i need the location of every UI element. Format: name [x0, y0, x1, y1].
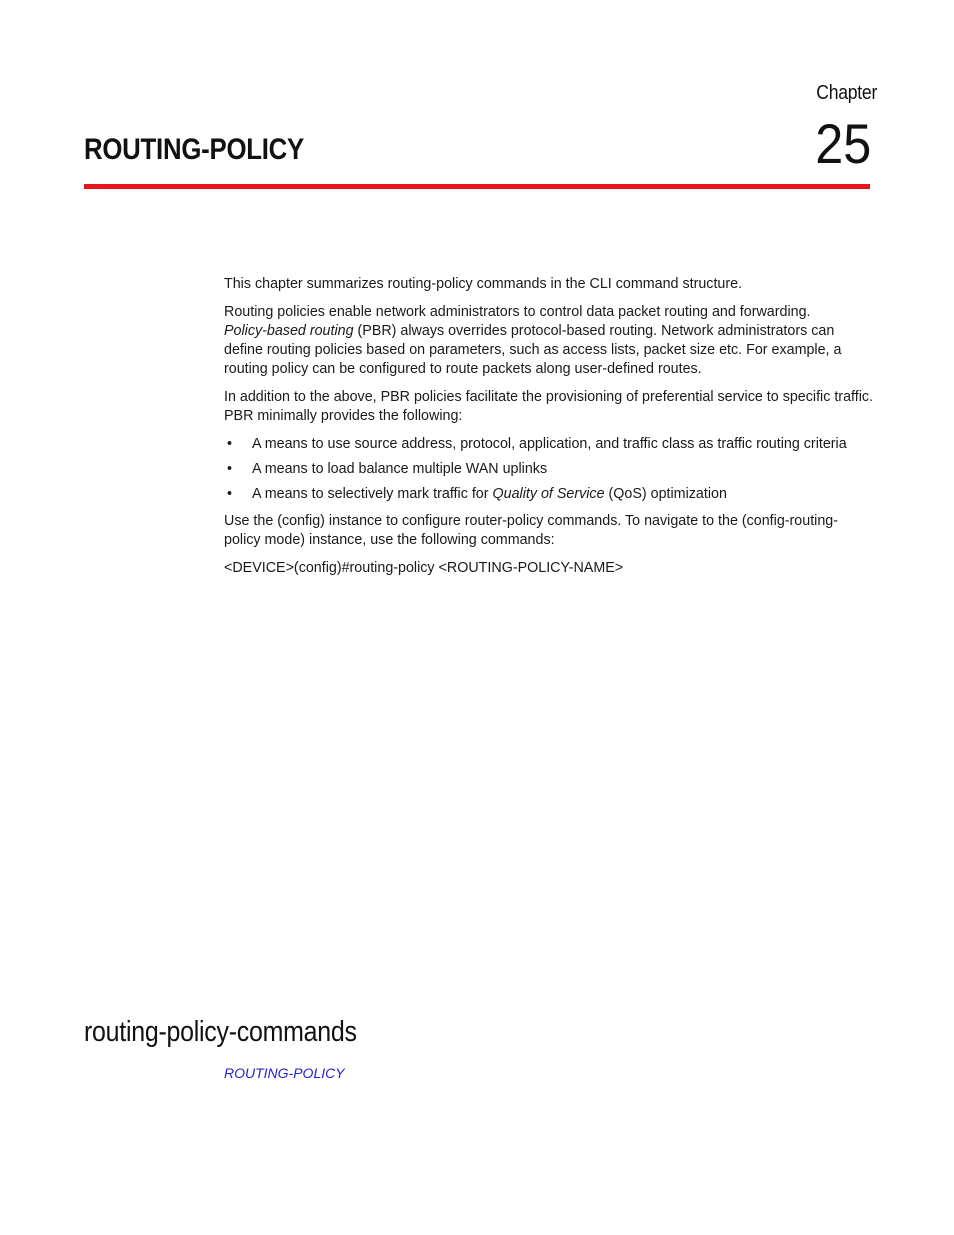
list-item-text: A means to load balance multiple WAN uplinks [252, 461, 548, 477]
bullet-icon: • [227, 436, 233, 452]
pbr-term: Policy-based routing [224, 323, 354, 339]
intro-paragraph: This chapter summarizes routing-policy commands in the CLI command structure. [224, 276, 743, 292]
chapter-title-rule [84, 184, 870, 189]
list-item [224, 435, 874, 454]
pbr-paragraph-rest: (PBR) always overrides protocol-based routing. Network administrators can define routing policies based on parameters, such as access lists, packet size etc. For example, a routing policy can be configured to route packets along user-defined routes. [224, 323, 842, 377]
navigation-paragraph: Use the (config) instance to configure router-policy commands. To navigate to the (config-routing-policy mode) instance, use the following commands: [224, 513, 839, 548]
list-item-text-start: A means to selectively mark traffic for [252, 486, 493, 502]
section-title: routing-policy-commands [84, 1016, 357, 1048]
list-item [224, 460, 874, 479]
body-text [224, 275, 874, 587]
pbr-definition-paragraph [224, 303, 874, 379]
chapter-number: 25 [814, 112, 871, 175]
list-item-text: A means to use source address, protocol, application, and traffic class as traffic routing criteria [252, 436, 847, 452]
chapter-label: Chapter [816, 82, 877, 104]
pbr-feature-list [224, 435, 874, 504]
bullet-icon: • [227, 461, 233, 477]
list-item [224, 485, 874, 504]
command-syntax: <DEVICE>(config)#routing-policy <ROUTING-POLICY-NAME> [224, 560, 624, 576]
bullet-icon: • [227, 486, 233, 502]
pbr-paragraph-start: Routing policies enable network administrators to control data packet routing and forwarding. [224, 304, 811, 320]
list-item-text-end: (QoS) optimization [604, 486, 727, 502]
qos-term: Quality of Service [492, 486, 605, 502]
pbr-provisioning-paragraph: In addition to the above, PBR policies facilitate the provisioning of preferential service to specific traffic. PBR minimally provides the following: [224, 389, 874, 424]
chapter-title: ROUTING-POLICY [84, 133, 304, 166]
routing-policy-link[interactable]: ROUTING-POLICY [224, 1065, 345, 1081]
